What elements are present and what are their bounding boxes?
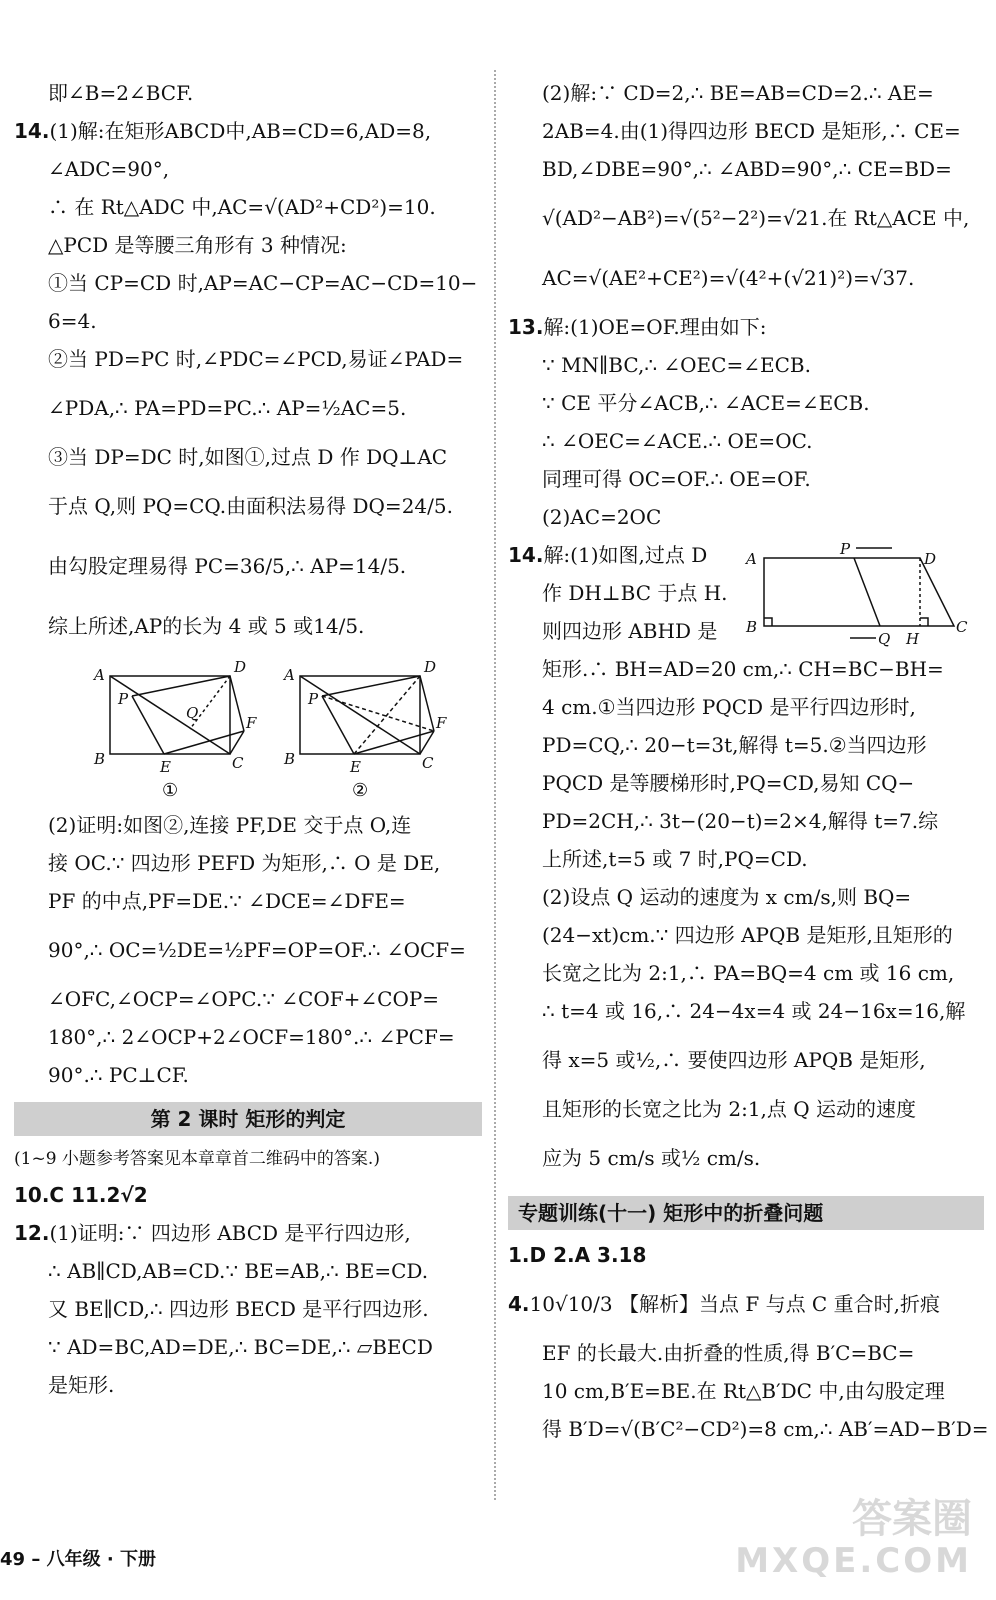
text-line: ②当 PD=PC 时,∠PDC=∠PCD,易证∠PAD= xyxy=(48,347,464,371)
fig-label: H xyxy=(906,630,920,648)
text-line: 作 DH⊥BC 于点 H. xyxy=(542,581,728,605)
figure-1 xyxy=(110,676,244,754)
text-line: 矩形.∴ BH=AD=20 cm,∴ CH=BC−BH= xyxy=(542,657,944,681)
text-line: ∴ ∠OEC=∠ACE.∴ OE=OC. xyxy=(542,429,813,453)
text-line: 解:(1)OE=OF.理由如下: xyxy=(543,315,767,339)
text-line: 90°.∴ PC⊥CF. xyxy=(48,1063,189,1087)
text-line: 上所述,t=5 或 7 时,PQ=CD. xyxy=(542,847,808,871)
text-line: (2)AC=2OC xyxy=(542,505,662,529)
text-line: 90°,∴ OC=½DE=½PF=OP=OF.∴ ∠OCF= xyxy=(48,938,466,962)
right-column xyxy=(508,74,989,1448)
text-line: PF 的中点,PF=DE.∵ ∠DCE=∠DFE= xyxy=(48,889,406,913)
text-line: 同理可得 OC=OF.∴ OE=OF. xyxy=(542,467,811,491)
fig-label: B xyxy=(746,618,758,636)
left-column xyxy=(14,74,482,1404)
text-line: (2)证明:如图②,连接 PF,DE 交于点 O,连 xyxy=(48,813,412,837)
svg-text:F: F xyxy=(436,714,447,732)
svg-text:Q: Q xyxy=(186,704,199,722)
text-line: ∵ CE 平分∠ACB,∴ ∠ACE=∠ECB. xyxy=(542,391,870,415)
text-line: ∵ AD=BC,AD=DE,∴ BC=DE,∴ ▱BECD xyxy=(48,1335,433,1359)
text-line: 则四边形 ABHD 是 xyxy=(542,619,718,643)
answers-line: 10.C 11.2√2 xyxy=(14,1183,148,1207)
svg-text:E: E xyxy=(350,758,361,776)
text-line: ∠OFC,∠OCP=∠OPC.∵ ∠COF+∠COP= xyxy=(48,987,440,1011)
text-line: 解:(1)如图,过点 D xyxy=(543,543,708,567)
question-number: 4. xyxy=(508,1292,530,1316)
svg-text:P: P xyxy=(308,690,319,708)
svg-text:E: E xyxy=(160,758,171,776)
text-line: 综上所述,AP的长为 4 或 5 或14/5. xyxy=(48,614,365,638)
text-line: 得 B′D=√(B′C²−CD²)=8 cm,∴ AB′=AD−B′D= xyxy=(542,1417,989,1441)
figure-pair xyxy=(14,656,482,806)
section-heading: 专题训练(十一) 矩形中的折叠问题 xyxy=(508,1196,984,1230)
text-line: 10√10/3 【解析】当点 F 与点 C 重合时,折痕 xyxy=(529,1292,940,1316)
text-line: 4 cm.①当四边形 PQCD 是平行四边形时, xyxy=(542,695,916,719)
text-line: BD,∠DBE=90°,∴ ∠ABD=90°,∴ CE=BD= xyxy=(542,157,952,181)
text-line: ∠PDA,∴ PA=PD=PC.∴ AP=½AC=5. xyxy=(48,396,407,420)
svg-text:B: B xyxy=(94,750,106,768)
svg-text:D: D xyxy=(424,658,437,676)
text-line: ①当 CP=CD 时,AP=AC−CP=AC−CD=10− xyxy=(48,271,478,295)
watermark-logo: 答案圈 xyxy=(852,1496,972,1542)
figure-2 xyxy=(300,676,434,754)
question-number: 12. xyxy=(14,1221,50,1245)
text-line: (2)解:∵ CD=2,∴ BE=AB=CD=2.∴ AE= xyxy=(542,81,934,105)
text-line: PD=CQ,∴ 20−t=3t,解得 t=5.②当四边形 xyxy=(542,733,927,757)
question-number: 13. xyxy=(508,315,544,339)
text-line: (1)解:在矩形ABCD中,AB=CD=6,AD=8, xyxy=(49,119,432,143)
question-number: 14. xyxy=(14,119,50,143)
figure-1-label: ① xyxy=(162,780,179,801)
column-separator xyxy=(494,70,496,1500)
text-line: 得 x=5 或½,∴ 要使四边形 APQB 是矩形, xyxy=(542,1048,926,1072)
text-line: 又 BE∥CD,∴ 四边形 BECD 是平行四边形. xyxy=(48,1297,429,1321)
svg-text:F: F xyxy=(246,714,257,732)
question-number: 14. xyxy=(508,543,544,567)
svg-text:A: A xyxy=(94,666,105,684)
text-line: 接 OC.∵ 四边形 PEFD 为矩形,∴ O 是 DE, xyxy=(48,851,441,875)
text-line: EF 的长最大.由折叠的性质,得 B′C=BC= xyxy=(542,1341,915,1365)
watermark xyxy=(735,1498,972,1582)
trapezoid-figure xyxy=(744,538,980,648)
fig-label: D xyxy=(924,550,937,568)
text-line: 由勾股定理易得 PC=36/5,∴ AP=14/5. xyxy=(48,554,407,578)
text-line: △PCD 是等腰三角形有 3 种情况: xyxy=(48,233,347,257)
text-line: 应为 5 cm/s 或½ cm/s. xyxy=(542,1146,761,1170)
svg-text:D: D xyxy=(234,658,247,676)
text-line: (2)设点 Q 运动的速度为 x cm/s,则 BQ= xyxy=(542,885,912,909)
fig-label: C xyxy=(956,618,968,636)
svg-text:C: C xyxy=(422,754,434,772)
text-line: 2AB=4.由(1)得四边形 BECD 是矩形,∴ CE= xyxy=(542,119,961,143)
text-line: (1)证明:∵ 四边形 ABCD 是平行四边形, xyxy=(49,1221,411,1245)
text-line: ③当 DP=DC 时,如图①,过点 D 作 DQ⊥AC xyxy=(48,445,448,469)
fig-label: A xyxy=(746,550,757,568)
fig-label: Q xyxy=(878,630,891,648)
text-line: 180°,∴ 2∠OCP+2∠OCF=180°.∴ ∠PCF= xyxy=(48,1025,455,1049)
page-footer: 49 – 八年级 · 下册 xyxy=(0,1549,156,1570)
svg-text:A: A xyxy=(284,666,295,684)
text-line: 即∠B=2∠BCF. xyxy=(48,81,194,105)
note-line: (1~9 小题参考答案见本章章首二维码中的答案.) xyxy=(14,1149,380,1169)
watermark-url: MXQE.COM xyxy=(735,1541,972,1581)
text-line: AC=√(AE²+CE²)=√(4²+(√21)²)=√37. xyxy=(542,266,915,290)
text-line: ∠ADC=90°, xyxy=(48,157,170,181)
text-line: 6=4. xyxy=(48,309,97,333)
text-line: √(AD²−AB²)=√(5²−2²)=√21.在 Rt△ACE 中, xyxy=(542,206,970,230)
text-line: PD=2CH,∴ 3t−(20−t)=2×4,解得 t=7.综 xyxy=(542,809,939,833)
text-line: ∴ AB∥CD,AB=CD.∵ BE=AB,∴ BE=CD. xyxy=(48,1259,429,1283)
answers-line: 1.D 2.A 3.18 xyxy=(508,1243,647,1267)
q14-figure-block xyxy=(508,536,984,650)
svg-text:C: C xyxy=(232,754,244,772)
text-line: PQCD 是等腰梯形时,PQ=CD,易知 CQ− xyxy=(542,771,915,795)
text-line: 且矩形的长宽之比为 2:1,点 Q 运动的速度 xyxy=(542,1097,917,1121)
text-line: (24−xt)cm.∵ 四边形 APQB 是矩形,且矩形的 xyxy=(542,923,953,947)
text-line: 于点 Q,则 PQ=CQ.由面积法易得 DQ=24/5. xyxy=(48,494,453,518)
text-line: 长宽之比为 2:1,∴ PA=BQ=4 cm 或 16 cm, xyxy=(542,961,955,985)
text-line: 10 cm,B′E=BE.在 Rt△B′DC 中,由勾股定理 xyxy=(542,1379,945,1403)
text-line: ∴ 在 Rt△ADC 中,AC=√(AD²+CD²)=10. xyxy=(48,195,436,219)
svg-text:P: P xyxy=(118,690,129,708)
text-line: ∴ t=4 或 16,∴ 24−4x=4 或 24−16x=16,解 xyxy=(542,999,966,1023)
svg-text:B: B xyxy=(284,750,296,768)
section-heading: 第 2 课时 矩形的判定 xyxy=(14,1102,482,1136)
fig-label: P xyxy=(840,540,851,558)
text-line: 是矩形. xyxy=(48,1373,115,1397)
text-line: ∵ MN∥BC,∴ ∠OEC=∠ECB. xyxy=(542,353,811,377)
geometry-figures xyxy=(14,656,482,806)
figure-2-label: ② xyxy=(352,780,369,801)
